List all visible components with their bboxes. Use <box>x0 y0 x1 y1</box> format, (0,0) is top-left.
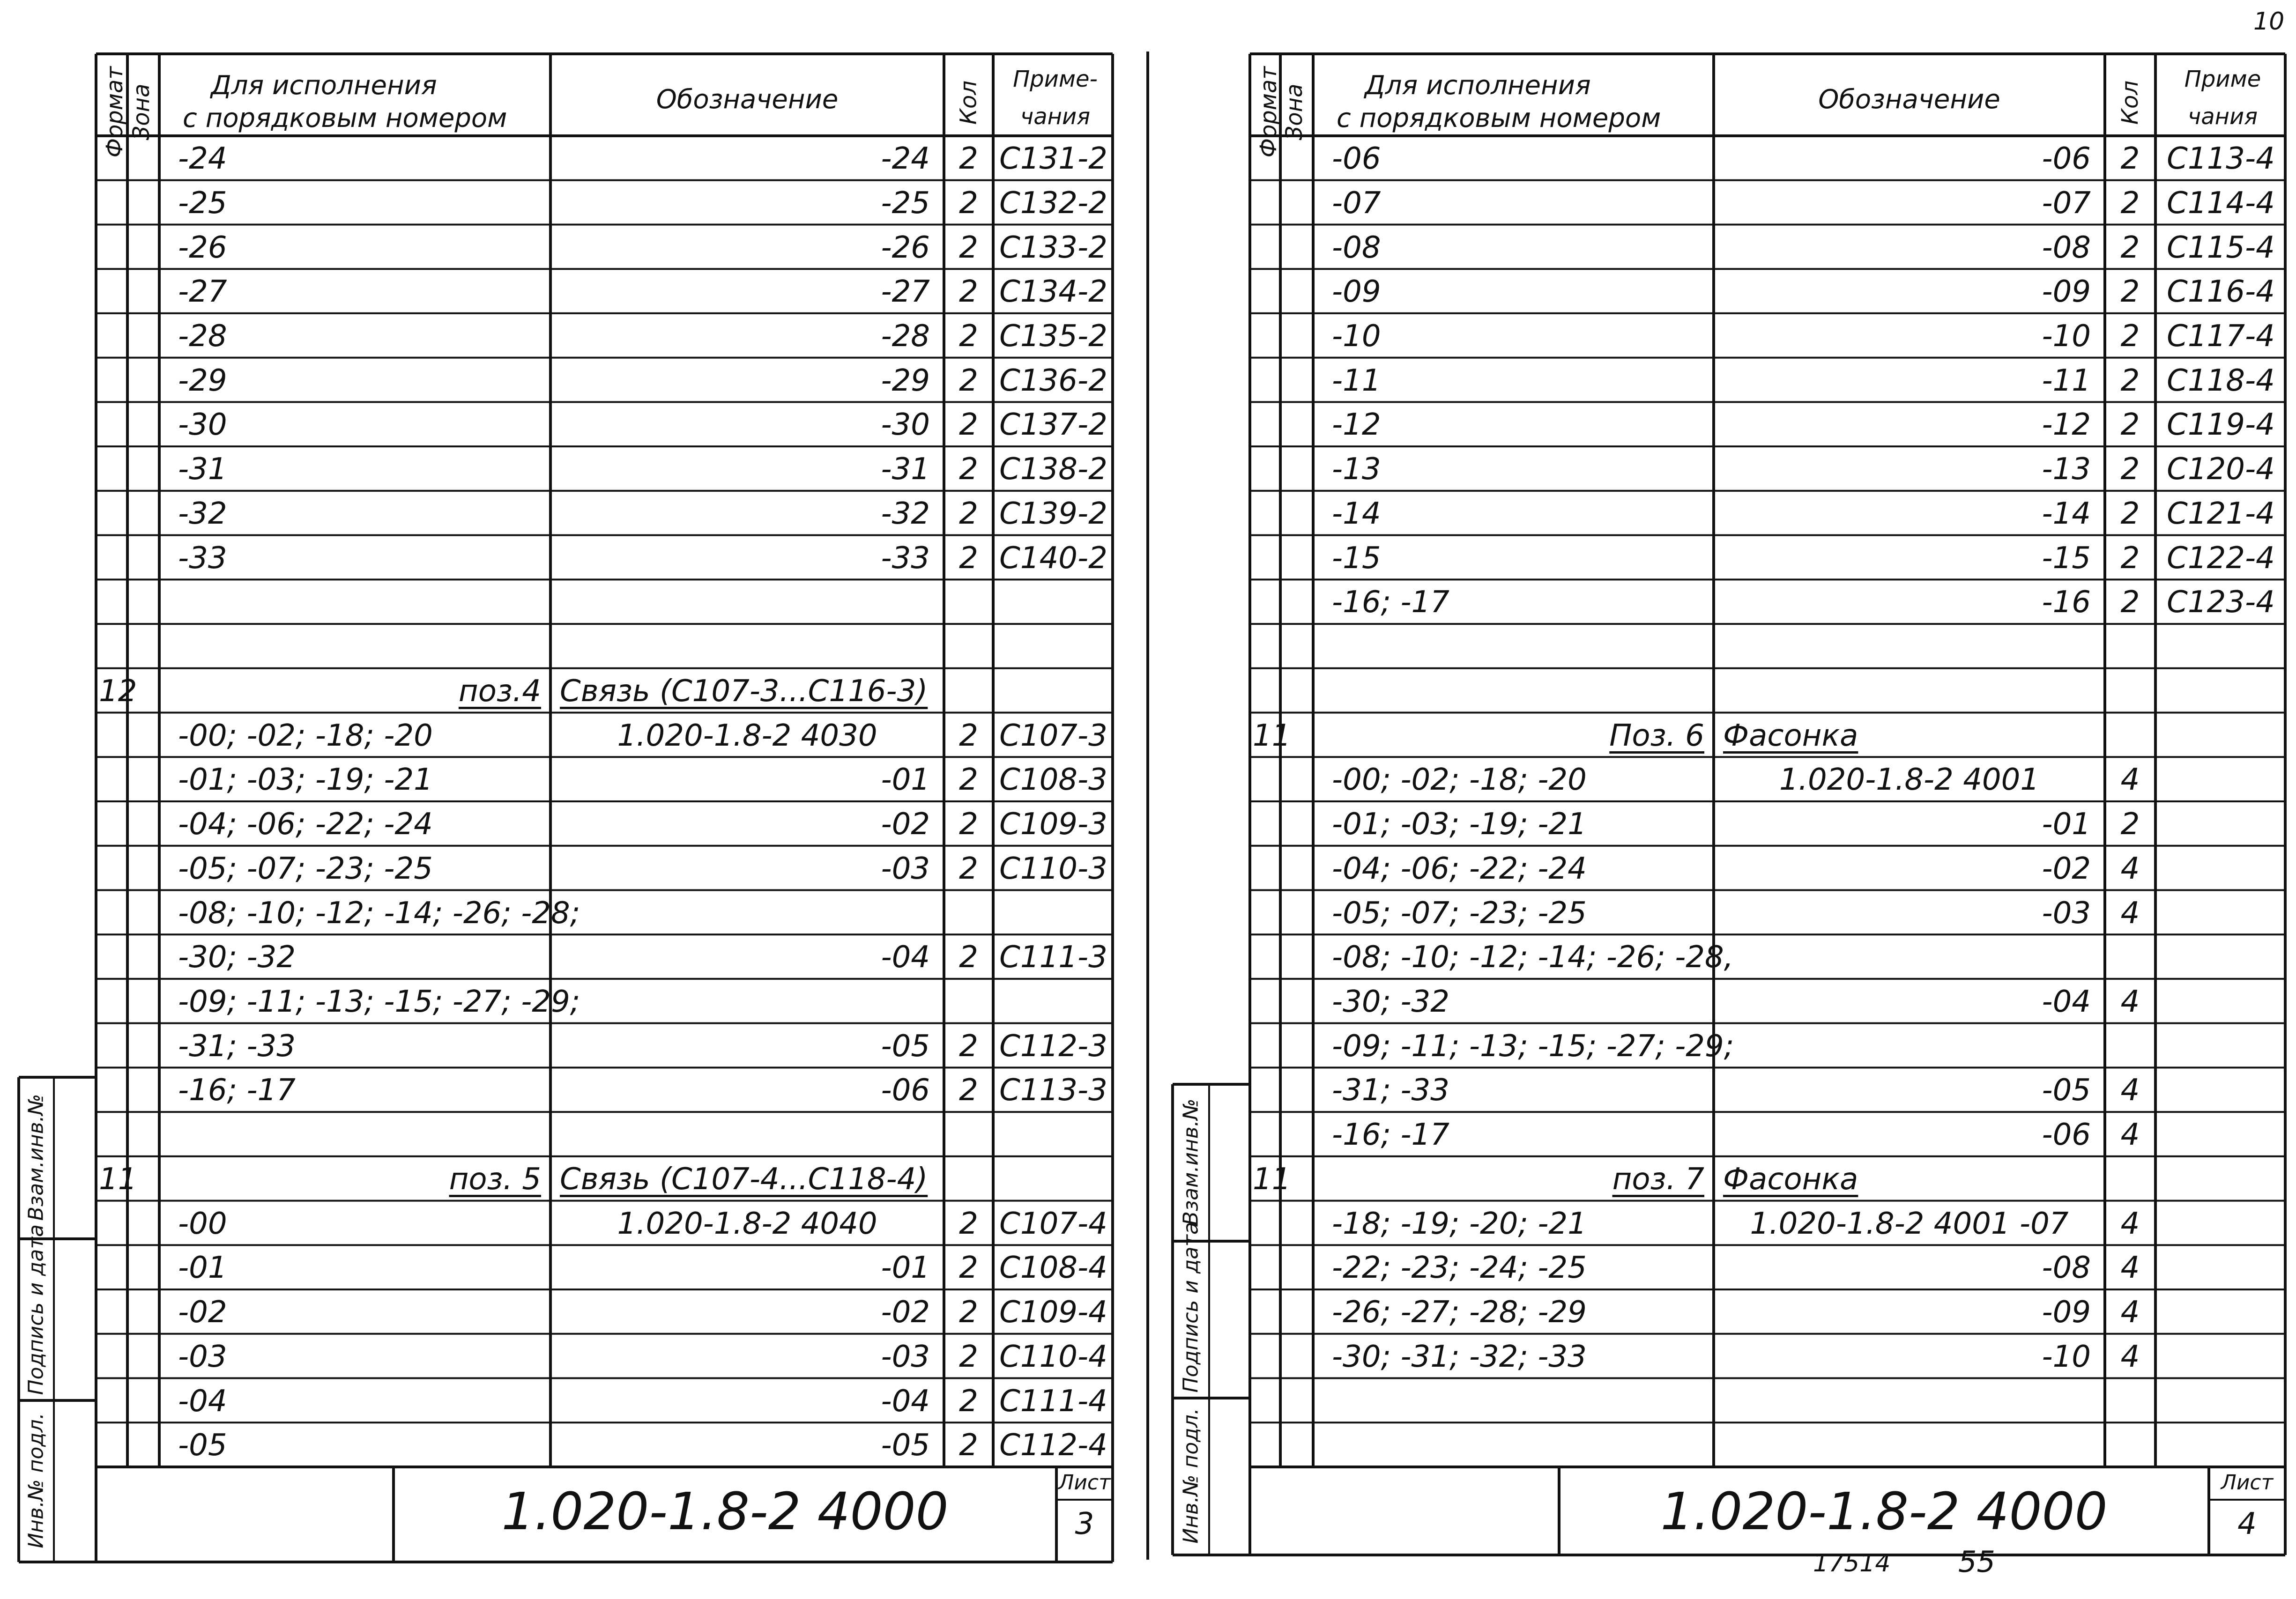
note-cell: С137-2 <box>999 407 1107 443</box>
exec-cell: -02 <box>178 1295 227 1330</box>
note-cell: С118-4 <box>2167 363 2275 398</box>
qty-cell: 2 <box>959 1384 978 1419</box>
stamp-number: 17514 <box>1813 1549 1891 1577</box>
designation-cell: 1.020-1.8-2 4040 <box>617 1206 877 1241</box>
designation-cell: -25 <box>881 185 930 221</box>
designation-cell: -13 <box>2042 452 2091 487</box>
designation-cell: -28 <box>881 318 930 354</box>
qty-cell: 2 <box>959 851 978 886</box>
designation-cell: -04 <box>881 1384 930 1419</box>
side-label-inv-no: Инв.№ подл. <box>1179 1407 1203 1544</box>
exec-cell: -26 <box>178 230 227 265</box>
qty-cell: 2 <box>959 718 978 753</box>
exec-cell: -08; -10; -12; -14; -26; -28; <box>178 896 580 931</box>
designation-cell: -30 <box>881 407 930 443</box>
qty-cell: 4 <box>2120 851 2140 886</box>
designation-cell: 1.020-1.8-2 4001 <box>1779 762 2040 798</box>
designation-cell: -31 <box>881 452 930 487</box>
note-cell: С112-4 <box>999 1428 1107 1463</box>
section-title: Связь (С107-4...С118-4) <box>560 1162 928 1197</box>
designation-cell: -11 <box>2042 363 2091 398</box>
note-cell: С107-3 <box>999 718 1107 753</box>
designation-cell: -05 <box>2042 1073 2091 1108</box>
exec-cell: -16; -17 <box>178 1073 296 1108</box>
note-cell: С108-3 <box>999 762 1107 798</box>
zone-column-header: Зона <box>1281 83 1308 141</box>
section-position: Поз. 6 <box>1609 718 1704 753</box>
designation-column-header: Обозначение <box>656 84 839 115</box>
designation-cell: -05 <box>881 1029 930 1064</box>
designation-cell: -29 <box>881 363 930 398</box>
exec-cell: -09; -11; -13; -15; -27; -29; <box>1332 1029 1734 1064</box>
note-cell: С140-2 <box>999 540 1107 576</box>
designation-cell: -16 <box>2042 585 2091 620</box>
exec-cell: -16; -17 <box>1332 1118 1449 1153</box>
designation-cell: 1.020-1.8-2 4001 -07 <box>1750 1206 2069 1241</box>
exec-column-header-line1: Для исполнения <box>1365 70 1591 101</box>
exec-cell: -08 <box>1332 230 1381 265</box>
qty-cell: 2 <box>2120 363 2140 398</box>
exec-cell: -31; -33 <box>1332 1073 1449 1108</box>
qty-cell: 4 <box>2120 1073 2140 1108</box>
exec-cell: -27 <box>178 274 227 310</box>
qty-cell: 2 <box>959 141 978 177</box>
designation-cell: -33 <box>881 540 930 576</box>
qty-cell: 2 <box>2120 274 2140 310</box>
spec-sheet-left <box>0 0 1146 1599</box>
qty-cell: 2 <box>2120 407 2140 443</box>
side-label-inv-no: Инв.№ подл. <box>24 1412 48 1548</box>
qty-cell: 4 <box>2120 762 2140 798</box>
exec-cell: -28 <box>178 318 227 354</box>
qty-cell: 2 <box>2120 230 2140 265</box>
sheet-number: 3 <box>1075 1507 1094 1541</box>
sheet-number: 4 <box>2237 1507 2257 1541</box>
side-label-signature-date: Подпись и дата <box>24 1224 48 1395</box>
exec-cell: -30 <box>178 407 227 443</box>
exec-cell: -25 <box>178 185 227 221</box>
exec-cell: -00; -02; -18; -20 <box>178 718 433 753</box>
exec-cell: -30; -32 <box>1332 984 1449 1019</box>
zone-column-header: Зона <box>128 83 155 141</box>
section-position: поз. 7 <box>1612 1162 1704 1197</box>
document-code: 1.020-1.8-2 4000 <box>1660 1481 2108 1541</box>
note-cell: С119-4 <box>2167 407 2275 443</box>
note-cell: С132-2 <box>999 185 1107 221</box>
qty-cell: 4 <box>2120 1251 2140 1286</box>
note-cell: С108-4 <box>999 1251 1107 1286</box>
exec-cell: -16; -17 <box>1332 585 1449 620</box>
note-column-header-line2: чания <box>1020 104 1091 130</box>
note-cell: С113-3 <box>999 1073 1107 1108</box>
designation-cell: -05 <box>881 1428 930 1463</box>
exec-cell: -24 <box>178 141 227 177</box>
exec-cell: -30; -32 <box>178 940 296 975</box>
exec-cell: -29 <box>178 363 227 398</box>
section-title: Фасонка <box>1723 718 1858 753</box>
qty-cell: 2 <box>959 185 978 221</box>
side-label-replace-inv: Взам.инв.№ <box>24 1094 48 1221</box>
exec-column-header-line1: Для исполнения <box>211 70 437 101</box>
designation-cell: -03 <box>881 1339 930 1374</box>
exec-cell: -11 <box>1332 363 1381 398</box>
qty-cell: 4 <box>2120 1295 2140 1330</box>
exec-cell: -31; -33 <box>178 1029 296 1064</box>
format-cell: 11 <box>1253 1162 1291 1197</box>
note-cell: С111-4 <box>999 1384 1107 1419</box>
exec-cell: -10 <box>1332 318 1381 354</box>
qty-cell: 2 <box>2120 318 2140 354</box>
exec-cell: -22; -23; -24; -25 <box>1332 1251 1587 1286</box>
exec-cell: -00 <box>178 1206 227 1241</box>
qty-cell: 2 <box>959 318 978 354</box>
section-position: поз.4 <box>458 674 541 709</box>
note-cell: С117-4 <box>2167 318 2275 354</box>
designation-cell: -26 <box>881 230 930 265</box>
qty-cell: 4 <box>2120 1206 2140 1241</box>
note-cell: С131-2 <box>999 141 1107 177</box>
note-cell: С116-4 <box>2167 274 2275 310</box>
exec-cell: -33 <box>178 540 227 576</box>
exec-cell: -32 <box>178 496 227 531</box>
exec-cell: -30; -31; -32; -33 <box>1332 1339 1587 1374</box>
qty-cell: 2 <box>959 452 978 487</box>
section-title: Связь (С107-3...С116-3) <box>560 674 928 709</box>
format-column-header: Формат <box>102 66 128 158</box>
qty-column-header: Кол <box>955 80 982 125</box>
designation-cell: -01 <box>881 1251 930 1286</box>
note-cell: С107-4 <box>999 1206 1107 1241</box>
note-column-header-line2: чания <box>2187 104 2258 130</box>
exec-column-header-line2: с порядковым номером <box>1337 103 1661 133</box>
designation-cell: -14 <box>2042 496 2091 531</box>
exec-cell: -31 <box>178 452 227 487</box>
note-cell: С120-4 <box>2167 452 2275 487</box>
qty-cell: 2 <box>959 1206 978 1241</box>
note-cell: С133-2 <box>999 230 1107 265</box>
format-cell: 12 <box>99 674 137 709</box>
qty-cell: 2 <box>2120 496 2140 531</box>
designation-cell: -32 <box>881 496 930 531</box>
qty-cell: 2 <box>959 407 978 443</box>
qty-cell: 4 <box>2120 1339 2140 1374</box>
designation-cell: -15 <box>2042 540 2091 576</box>
exec-cell: -09 <box>1332 274 1381 310</box>
exec-cell: -01 <box>178 1251 227 1286</box>
document-code: 1.020-1.8-2 4000 <box>501 1481 949 1541</box>
note-cell: С110-3 <box>999 851 1107 886</box>
note-cell: С134-2 <box>999 274 1107 310</box>
exec-cell: -18; -19; -20; -21 <box>1332 1206 1587 1241</box>
designation-cell: -02 <box>881 807 930 842</box>
qty-cell: 2 <box>959 1339 978 1374</box>
exec-cell: -07 <box>1332 185 1381 221</box>
designation-cell: -01 <box>2042 807 2091 842</box>
format-column-header: Формат <box>1256 66 1282 158</box>
exec-cell: -26; -27; -28; -29 <box>1332 1295 1587 1330</box>
exec-cell: -03 <box>178 1339 227 1374</box>
designation-cell: -03 <box>881 851 930 886</box>
qty-cell: 2 <box>959 762 978 798</box>
designation-cell: -10 <box>2042 318 2091 354</box>
exec-cell: -05 <box>178 1428 227 1463</box>
qty-cell: 4 <box>2120 896 2140 931</box>
designation-cell: -27 <box>881 274 930 310</box>
note-column-header-line1: Приме <box>2184 66 2261 92</box>
designation-cell: -08 <box>2042 230 2091 265</box>
designation-cell: -24 <box>881 141 930 177</box>
qty-cell: 4 <box>2120 1118 2140 1153</box>
note-cell: С123-4 <box>2167 585 2275 620</box>
exec-cell: -14 <box>1332 496 1381 531</box>
qty-cell: 2 <box>959 1029 978 1064</box>
exec-cell: -12 <box>1332 407 1381 443</box>
note-cell: С113-4 <box>2167 141 2275 177</box>
side-label-signature-date: Подпись и дата <box>1179 1221 1203 1392</box>
exec-cell: -01; -03; -19; -21 <box>178 762 433 798</box>
designation-cell: 1.020-1.8-2 4030 <box>617 718 877 753</box>
designation-cell: -10 <box>2042 1339 2091 1374</box>
designation-cell: -02 <box>881 1295 930 1330</box>
note-cell: С139-2 <box>999 496 1107 531</box>
exec-cell: -05; -07; -23; -25 <box>178 851 433 886</box>
designation-cell: -12 <box>2042 407 2091 443</box>
qty-cell: 2 <box>2120 452 2140 487</box>
sheet-label: Лист <box>2221 1471 2274 1495</box>
qty-cell: 2 <box>959 1428 978 1463</box>
designation-cell: -09 <box>2042 1295 2091 1330</box>
exec-cell: -09; -11; -13; -15; -27; -29; <box>178 984 580 1019</box>
designation-cell: -04 <box>2042 984 2091 1019</box>
exec-cell: -05; -07; -23; -25 <box>1332 896 1587 931</box>
exec-cell: -00; -02; -18; -20 <box>1332 762 1587 798</box>
designation-cell: -06 <box>881 1073 930 1108</box>
designation-cell: -07 <box>2042 185 2091 221</box>
qty-cell: 2 <box>959 1295 978 1330</box>
exec-cell: -04; -06; -22; -24 <box>1332 851 1587 886</box>
note-cell: С122-4 <box>2167 540 2275 576</box>
qty-cell: 2 <box>959 540 978 576</box>
side-label-replace-inv: Взам.инв.№ <box>1179 1098 1203 1225</box>
qty-cell: 2 <box>959 363 978 398</box>
sheet-label: Лист <box>1058 1471 1111 1495</box>
note-cell: С138-2 <box>999 452 1107 487</box>
spec-sheet-right <box>1149 0 2296 1599</box>
qty-cell: 2 <box>959 940 978 975</box>
qty-cell: 2 <box>959 807 978 842</box>
qty-cell: 2 <box>2120 585 2140 620</box>
note-cell: С136-2 <box>999 363 1107 398</box>
qty-cell: 2 <box>2120 540 2140 576</box>
designation-cell: -04 <box>881 940 930 975</box>
format-cell: 11 <box>1253 718 1291 753</box>
exec-cell: -08; -10; -12; -14; -26; -28, <box>1332 940 1734 975</box>
note-cell: С112-3 <box>999 1029 1107 1064</box>
qty-cell: 2 <box>959 1251 978 1286</box>
exec-cell: -13 <box>1332 452 1381 487</box>
note-cell: С111-3 <box>999 940 1107 975</box>
qty-column-header: Кол <box>2117 80 2143 125</box>
qty-cell: 2 <box>959 274 978 310</box>
exec-cell: -01; -03; -19; -21 <box>1332 807 1587 842</box>
section-title: Фасонка <box>1723 1162 1858 1197</box>
qty-cell: 2 <box>959 230 978 265</box>
format-cell: 11 <box>99 1162 137 1197</box>
designation-cell: -06 <box>2042 1118 2091 1153</box>
exec-cell: -04 <box>178 1384 227 1419</box>
qty-cell: 2 <box>959 496 978 531</box>
designation-cell: -01 <box>881 762 930 798</box>
designation-cell: -02 <box>2042 851 2091 886</box>
corner-mark: 10 <box>2253 7 2285 36</box>
note-column-header-line1: Приме- <box>1013 66 1098 92</box>
section-position: поз. 5 <box>449 1162 541 1197</box>
note-cell: С114-4 <box>2167 185 2275 221</box>
note-cell: С115-4 <box>2167 230 2275 265</box>
exec-cell: -04; -06; -22; -24 <box>178 807 433 842</box>
note-cell: С110-4 <box>999 1339 1107 1374</box>
qty-cell: 4 <box>2120 984 2140 1019</box>
designation-cell: -03 <box>2042 896 2091 931</box>
page-number: 55 <box>1958 1545 1995 1579</box>
designation-column-header: Обозначение <box>1818 84 2000 115</box>
qty-cell: 2 <box>2120 141 2140 177</box>
note-cell: С109-3 <box>999 807 1107 842</box>
note-cell: С121-4 <box>2167 496 2275 531</box>
note-cell: С109-4 <box>999 1295 1107 1330</box>
qty-cell: 2 <box>2120 185 2140 221</box>
qty-cell: 2 <box>2120 807 2140 842</box>
designation-cell: -08 <box>2042 1251 2091 1286</box>
note-cell: С135-2 <box>999 318 1107 354</box>
exec-column-header-line2: с порядковым номером <box>183 103 507 133</box>
exec-cell: -15 <box>1332 540 1381 576</box>
qty-cell: 2 <box>959 1073 978 1108</box>
exec-cell: -06 <box>1332 141 1381 177</box>
designation-cell: -09 <box>2042 274 2091 310</box>
designation-cell: -06 <box>2042 141 2091 177</box>
